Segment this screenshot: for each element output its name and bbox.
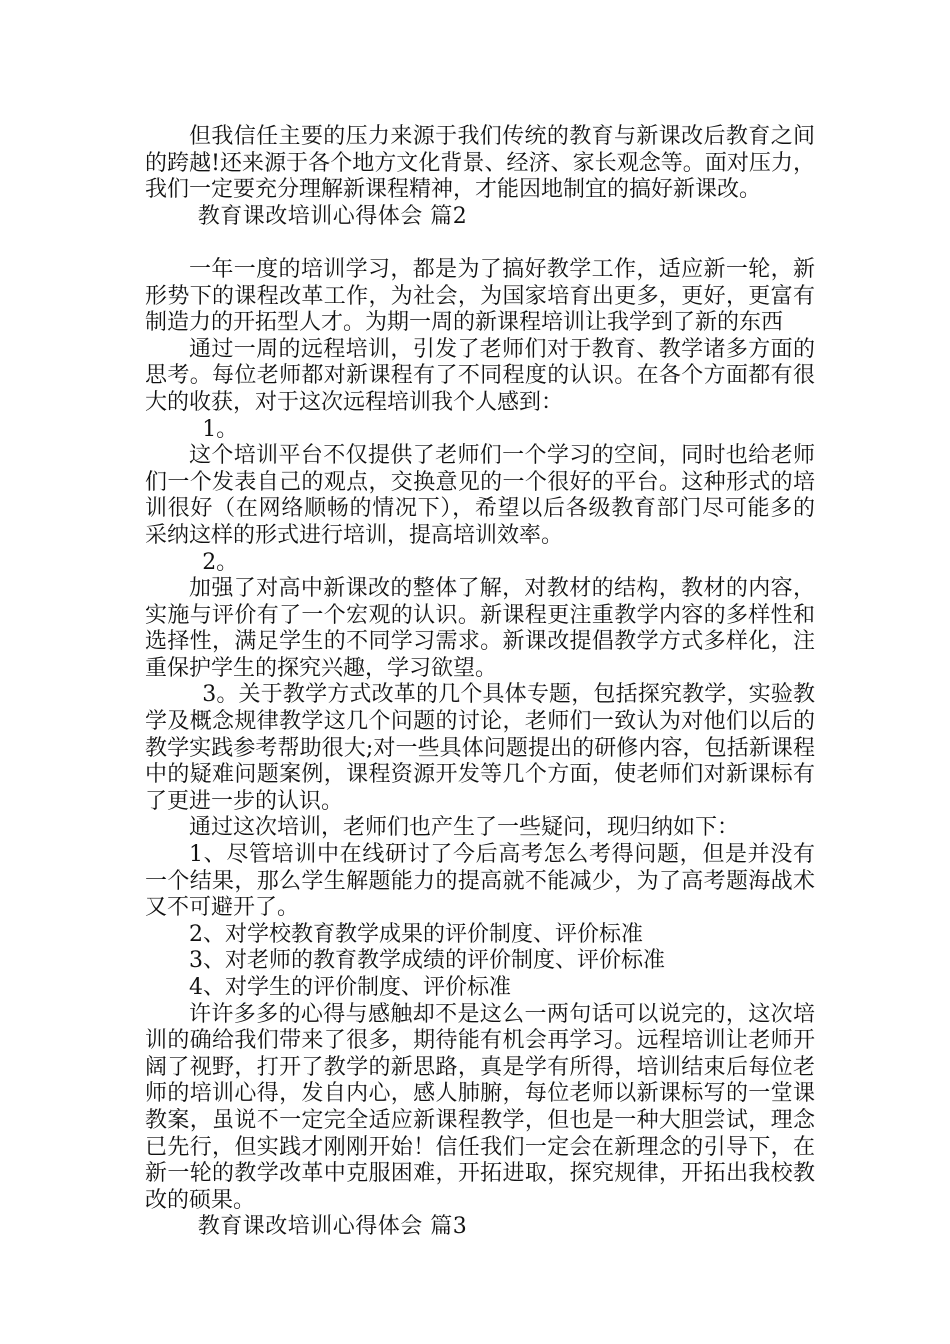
paragraph: 4、对学生的评价制度、评价标准	[189, 975, 511, 1000]
list-number: 2。	[202, 549, 239, 575]
paragraph: 但我信任主要的压力来源于我们传统的教育与新课改后教育之间的跨越!还来源于各个地方文化背景、经济、家长观念等。面对压力，我们一定要充分理解新课程精神，才能因地制宜的搞好新课改。	[145, 124, 815, 203]
paragraph: 一年一度的培训学习，都是为了搞好教学工作，适应新一轮，新形势下的课程改革工作，为社会，为国家培育出更多，更好，更富有制造力的开拓型人才。为期一周的新课程培训让我学到了新的东西	[145, 256, 815, 336]
section-heading: 教育课改培训心得体会 篇2	[197, 203, 468, 229]
paragraph: 这个培训平台不仅提供了老师们一个学习的空间，同时也给老师们一个发表自己的观点，交换意见的一个很好的平台。这种形式的培训很好（在网络顺畅的情况下），希望以后各级教育部门尽可能多的采纳这样的形式进行培训，提高培训效率。	[145, 443, 815, 548]
paragraph: 通过一周的远程培训，引发了老师们对于教育、教学诸多方面的思考。每位老师都对新课程有了不同程度的认识。在各个方面都有很大的收获，对于这次远程培训我个人感到：	[145, 336, 815, 415]
paragraph: 许许多多的心得与感触却不是这么一两句话可以说完的，这次培训的确给我们带来了很多，期待能有机会再学习。远程培训让老师开阔了视野，打开了教学的新思路，真是学有所得，培训结束后每位老师的培训心得，发自内心，感人肺腑，每位老师以新课标写的一堂课教案，虽说不一定完全适应新课程教学，但也是一种大胆尝试，理念已先行，但实践才刚刚开始！信任我们一定会在新理念的引导下，在新一轮的教学改革中克服困难，开拓进取，探究规律，开拓出我校教改的硕果。	[145, 1001, 815, 1213]
blank-line	[145, 230, 815, 257]
paragraph: 2、对学校教育教学成果的评价制度、评价标准	[189, 921, 643, 947]
paragraph: 3。关于教学方式改革的几个具体专题，包括探究教学，实验教学及概念规律教学这几个问题的讨论，老师们一致认为对他们以后的教学实践参考帮助很大;对一些具体问题提出的研修内容，包括新课程中的疑难问题案例，课程资源开发等几个方面，使老师们对新课标有了更进一步的认识。	[145, 682, 815, 814]
paragraph: 通过这次培训，老师们也产生了一些疑问，现归纳如下：	[189, 815, 740, 841]
section-heading: 教育课改培训心得体会 篇3	[197, 1214, 468, 1240]
document-body	[145, 124, 815, 1241]
paragraph: 3、对老师的教育教学成绩的评价制度、评价标准	[189, 948, 665, 974]
list-number: 1。	[202, 416, 239, 442]
paragraph: 加强了对高中新课改的整体了解，对教材的结构，教材的内容，实施与评价有了一个宏观的认识。新课程更注重教学内容的多样性和选择性，满足学生的不同学习需求。新课改提倡教学方式多样化，注重保护学生的探究兴趣，学习欲望。	[145, 576, 815, 681]
paragraph: 1、尽管培训中在线研讨了今后高考怎么考得问题，但是并没有一个结果，那么学生解题能力的提高就不能减少，为了高考题海战术又不可避开了。	[145, 842, 815, 921]
